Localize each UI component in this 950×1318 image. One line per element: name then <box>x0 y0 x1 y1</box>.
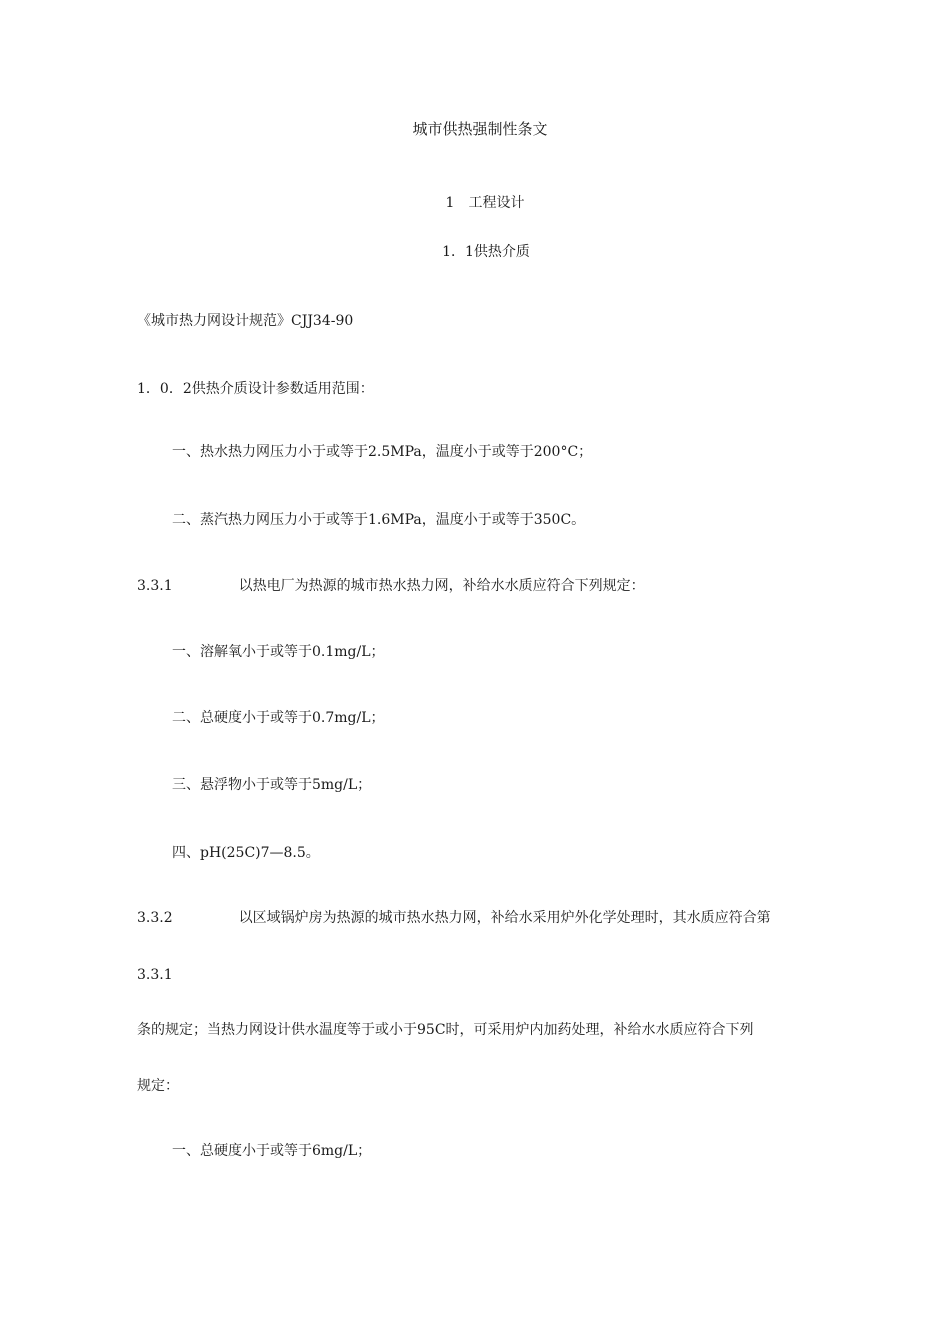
clause-331-number: 3.3.1 <box>137 578 173 594</box>
subsection-heading: 1．1供热介质 <box>442 244 530 260</box>
clause-332-text: 以区域锅炉房为热源的城市热水热力网，补给水采用炉外化学处理时，其水质应符合第 <box>238 910 771 926</box>
clause-331-text: 以热电厂为热源的城市热水热力网，补给水水质应符合下列规定： <box>238 578 645 594</box>
clause-331-item-1: 一、溶解氧小于或等于0.1mg/L； <box>172 644 385 660</box>
clause-332-item-1: 一、总硬度小于或等于6mg/L； <box>172 1143 372 1159</box>
clause-102-item-2: 二、蒸汽热力网压力小于或等于1.6MPa，温度小于或等于350C。 <box>172 512 586 528</box>
clause-332-continuation-ref: 3.3.1 <box>137 967 173 983</box>
clause-332-continuation-end: 规定： <box>137 1078 179 1094</box>
document-title: 城市供热强制性条文 <box>412 120 548 138</box>
clause-332-continuation-text: 条的规定；当热力网设计供水温度等于或小于95C时，可采用炉内加药处理，补给水水质应符合下列 <box>137 1022 754 1038</box>
clause-102-heading: 1．0．2供热介质设计参数适用范围： <box>137 381 374 397</box>
clause-332-number: 3.3.2 <box>137 910 173 926</box>
section-heading: 1 工程设计 <box>445 195 525 211</box>
clause-102-item-1: 一、热水热力网压力小于或等于2.5MPa，温度小于或等于200°C； <box>172 444 593 460</box>
clause-332 <box>137 908 771 928</box>
clause-331-item-3: 三、悬浮物小于或等于5mg/L； <box>172 777 372 793</box>
reference-standard: 《城市热力网设计规范》CJJ34-90 <box>137 313 354 329</box>
clause-331 <box>137 576 645 596</box>
clause-331-item-4: 四、pH(25C)7—8.5。 <box>172 845 320 861</box>
clause-331-item-2: 二、总硬度小于或等于0.7mg/L； <box>172 710 385 726</box>
